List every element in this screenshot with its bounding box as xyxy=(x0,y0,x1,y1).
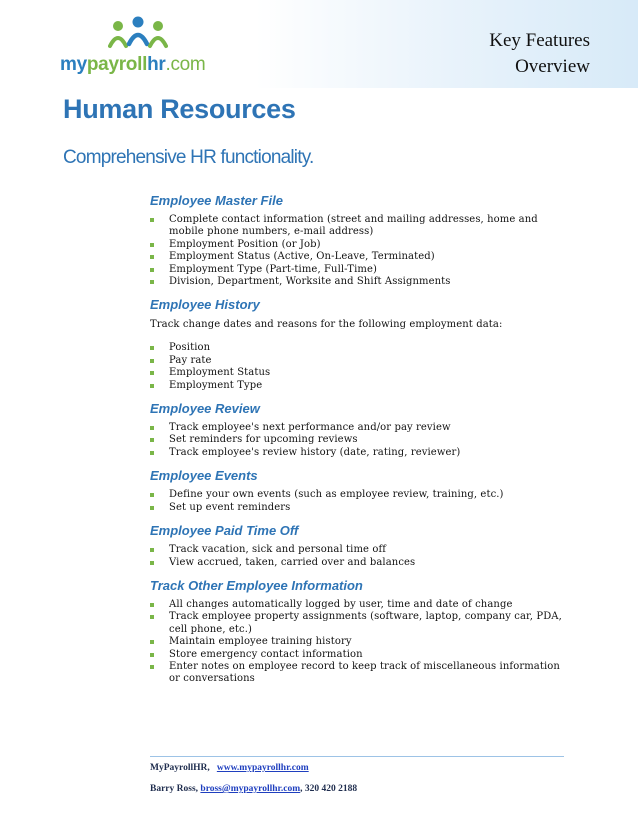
list-item: Set up event reminders xyxy=(150,502,570,514)
footer-company-name: MyPayrollHR, xyxy=(150,763,210,773)
section-employee-paid-time-off xyxy=(150,523,570,569)
footer-contact-line xyxy=(150,783,357,796)
list-item: Set reminders for upcoming reviews xyxy=(150,434,570,446)
document-label-line1: Key Features xyxy=(489,30,590,51)
section-heading: Employee Review xyxy=(150,401,260,417)
list-item: Define your own events (such as employee review, training, etc.) xyxy=(150,489,570,501)
footer xyxy=(150,762,357,804)
list-item: Track employee's next performance and/or pay review xyxy=(150,422,570,434)
footer-company-line xyxy=(150,762,357,775)
list-item: Employment Type (Part-time, Full-Time) xyxy=(150,264,570,276)
list-item: Division, Department, Worksite and Shift Assignments xyxy=(150,276,570,288)
list-item: Employment Type xyxy=(150,380,570,392)
section-heading: Employee History xyxy=(150,297,260,313)
list-item: View accrued, taken, carried over and balances xyxy=(150,557,570,569)
bullet-icon xyxy=(150,640,154,644)
page-title: Human Resources xyxy=(63,94,296,124)
bullet-icon xyxy=(150,665,154,669)
bullet-list xyxy=(150,544,570,569)
section-intro: Track change dates and reasons for the following employment data: xyxy=(150,319,503,331)
list-item: Track vacation, sick and personal time off xyxy=(150,544,570,556)
list-item: Pay rate xyxy=(150,355,570,367)
list-item: Employment Position (or Job) xyxy=(150,239,570,251)
section-heading: Employee Paid Time Off xyxy=(150,523,299,539)
bullet-icon xyxy=(150,653,154,657)
section-heading: Employee Master File xyxy=(150,193,283,208)
footer-phone: , 320 420 2188 xyxy=(300,784,358,794)
bullet-list xyxy=(150,342,570,392)
list-item: Employment Status xyxy=(150,367,570,379)
section-employee-review xyxy=(150,401,570,459)
document-label-line2: Overview xyxy=(515,56,590,77)
section-heading: Employee Events xyxy=(150,468,258,484)
list-item: Track employee property assignments (software, laptop, company car, PDA, cell phone, etc.) xyxy=(150,611,570,636)
bullet-icon xyxy=(150,280,154,284)
bullet-list xyxy=(150,214,570,288)
logo-wordmark: mypayrollhr.com xyxy=(60,54,206,75)
email-link[interactable]: bross@mypayrollhr.com xyxy=(200,784,301,794)
bullet-icon xyxy=(150,371,154,375)
bullet-icon xyxy=(150,243,154,247)
company-logo[interactable] xyxy=(60,16,220,78)
list-item: Store emergency contact information xyxy=(150,649,570,661)
bullet-icon xyxy=(150,451,154,455)
bullet-icon xyxy=(150,615,154,619)
bullet-icon xyxy=(150,384,154,388)
bullet-icon xyxy=(150,255,154,259)
section-employee-master-file xyxy=(150,193,570,288)
feature-sections xyxy=(150,193,570,695)
list-item: Employment Status (Active, On-Leave, Terminated) xyxy=(150,251,570,263)
bullet-icon xyxy=(150,426,154,430)
document-label xyxy=(489,28,590,80)
section-employee-events xyxy=(150,468,570,514)
list-item: Enter notes on employee record to keep track of miscellaneous information or conversations xyxy=(150,661,570,686)
bullet-icon xyxy=(150,506,154,510)
section-heading: Track Other Employee Information xyxy=(150,577,363,593)
bullet-icon xyxy=(150,493,154,497)
list-item: Position xyxy=(150,342,570,354)
list-item: Complete contact information (street and mailing addresses, home and mobile phone numbers, e-mail address) xyxy=(150,214,570,239)
list-item: All changes automatically logged by user, time and date of change xyxy=(150,599,570,611)
list-item: Track employee's review history (date, rating, reviewer) xyxy=(150,447,570,459)
section-employee-history xyxy=(150,297,570,392)
people-logo-icon xyxy=(108,16,168,56)
bullet-icon xyxy=(150,603,154,607)
website-link[interactable]: www.mypayrollhr.com xyxy=(216,763,309,773)
footer-divider xyxy=(150,756,564,757)
footer-contact-name: Barry Ross, xyxy=(150,784,199,794)
bullet-icon xyxy=(150,359,154,363)
bullet-list xyxy=(150,422,570,459)
section-track-other-employee-information xyxy=(150,578,570,686)
bullet-icon xyxy=(150,268,154,272)
bullet-icon xyxy=(150,346,154,350)
bullet-list xyxy=(150,489,570,514)
bullet-icon xyxy=(150,561,154,565)
bullet-icon xyxy=(150,438,154,442)
bullet-icon xyxy=(150,548,154,552)
page-subtitle: Comprehensive HR functionality. xyxy=(63,147,314,168)
bullet-list xyxy=(150,599,570,686)
list-item: Maintain employee training history xyxy=(150,636,570,648)
bullet-icon xyxy=(150,218,154,222)
